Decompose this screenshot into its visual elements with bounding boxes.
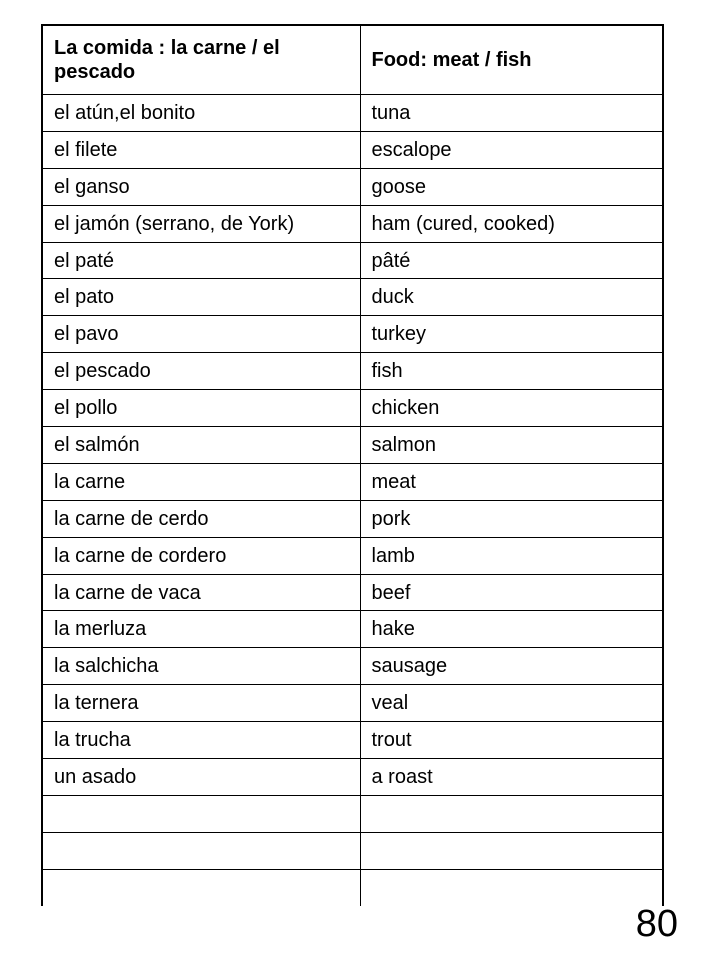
spanish-term: la carne (42, 463, 360, 500)
table-row (42, 242, 663, 279)
spanish-term: el atún,el bonito (42, 95, 360, 132)
english-term: beef (360, 574, 663, 611)
english-term: goose (360, 168, 663, 205)
english-term: escalope (360, 131, 663, 168)
spanish-term (42, 869, 360, 905)
table-row (42, 500, 663, 537)
table-row (42, 95, 663, 132)
table-row (42, 611, 663, 648)
english-term (360, 869, 663, 905)
spanish-term: el ganso (42, 168, 360, 205)
spanish-term: la ternera (42, 685, 360, 722)
table-row (42, 463, 663, 500)
spanish-term: el pato (42, 279, 360, 316)
english-term: duck (360, 279, 663, 316)
table-row (42, 869, 663, 905)
table-row (42, 722, 663, 759)
spanish-term: la carne de vaca (42, 574, 360, 611)
table-row (42, 648, 663, 685)
table-row (42, 574, 663, 611)
spanish-term: el jamón (serrano, de York) (42, 205, 360, 242)
english-term: hake (360, 611, 663, 648)
table-header-row (42, 25, 663, 95)
table-row (42, 316, 663, 353)
english-term: veal (360, 685, 663, 722)
spanish-term: la salchicha (42, 648, 360, 685)
vocabulary-table (41, 24, 664, 906)
header-english: Food: meat / fish (360, 25, 663, 95)
table-row (42, 685, 663, 722)
spanish-term (42, 795, 360, 832)
english-term: meat (360, 463, 663, 500)
english-term: salmon (360, 427, 663, 464)
english-term: a roast (360, 759, 663, 796)
spanish-term: la carne de cordero (42, 537, 360, 574)
table-row (42, 832, 663, 869)
english-term: sausage (360, 648, 663, 685)
table-row (42, 279, 663, 316)
english-term: fish (360, 353, 663, 390)
spanish-term: un asado (42, 759, 360, 796)
table-row (42, 795, 663, 832)
english-term: pork (360, 500, 663, 537)
english-term: lamb (360, 537, 663, 574)
spanish-term: el pavo (42, 316, 360, 353)
spanish-term: la merluza (42, 611, 360, 648)
english-term: tuna (360, 95, 663, 132)
spanish-term: el pescado (42, 353, 360, 390)
table-row (42, 759, 663, 796)
table-row (42, 168, 663, 205)
english-term (360, 832, 663, 869)
english-term: pâté (360, 242, 663, 279)
english-term: chicken (360, 390, 663, 427)
english-term: ham (cured, cooked) (360, 205, 663, 242)
spanish-term: la trucha (42, 722, 360, 759)
table-row (42, 537, 663, 574)
spanish-term (42, 832, 360, 869)
header-spanish: La comida : la carne / el pescado (42, 25, 360, 95)
page-number: 80 (635, 903, 678, 945)
table-row (42, 131, 663, 168)
spanish-term: el paté (42, 242, 360, 279)
table-row (42, 205, 663, 242)
table-row (42, 427, 663, 464)
table-row (42, 353, 663, 390)
spanish-term: el salmón (42, 427, 360, 464)
english-term (360, 795, 663, 832)
spanish-term: la carne de cerdo (42, 500, 360, 537)
spanish-term: el filete (42, 131, 360, 168)
table-row (42, 390, 663, 427)
english-term: trout (360, 722, 663, 759)
english-term: turkey (360, 316, 663, 353)
spanish-term: el pollo (42, 390, 360, 427)
